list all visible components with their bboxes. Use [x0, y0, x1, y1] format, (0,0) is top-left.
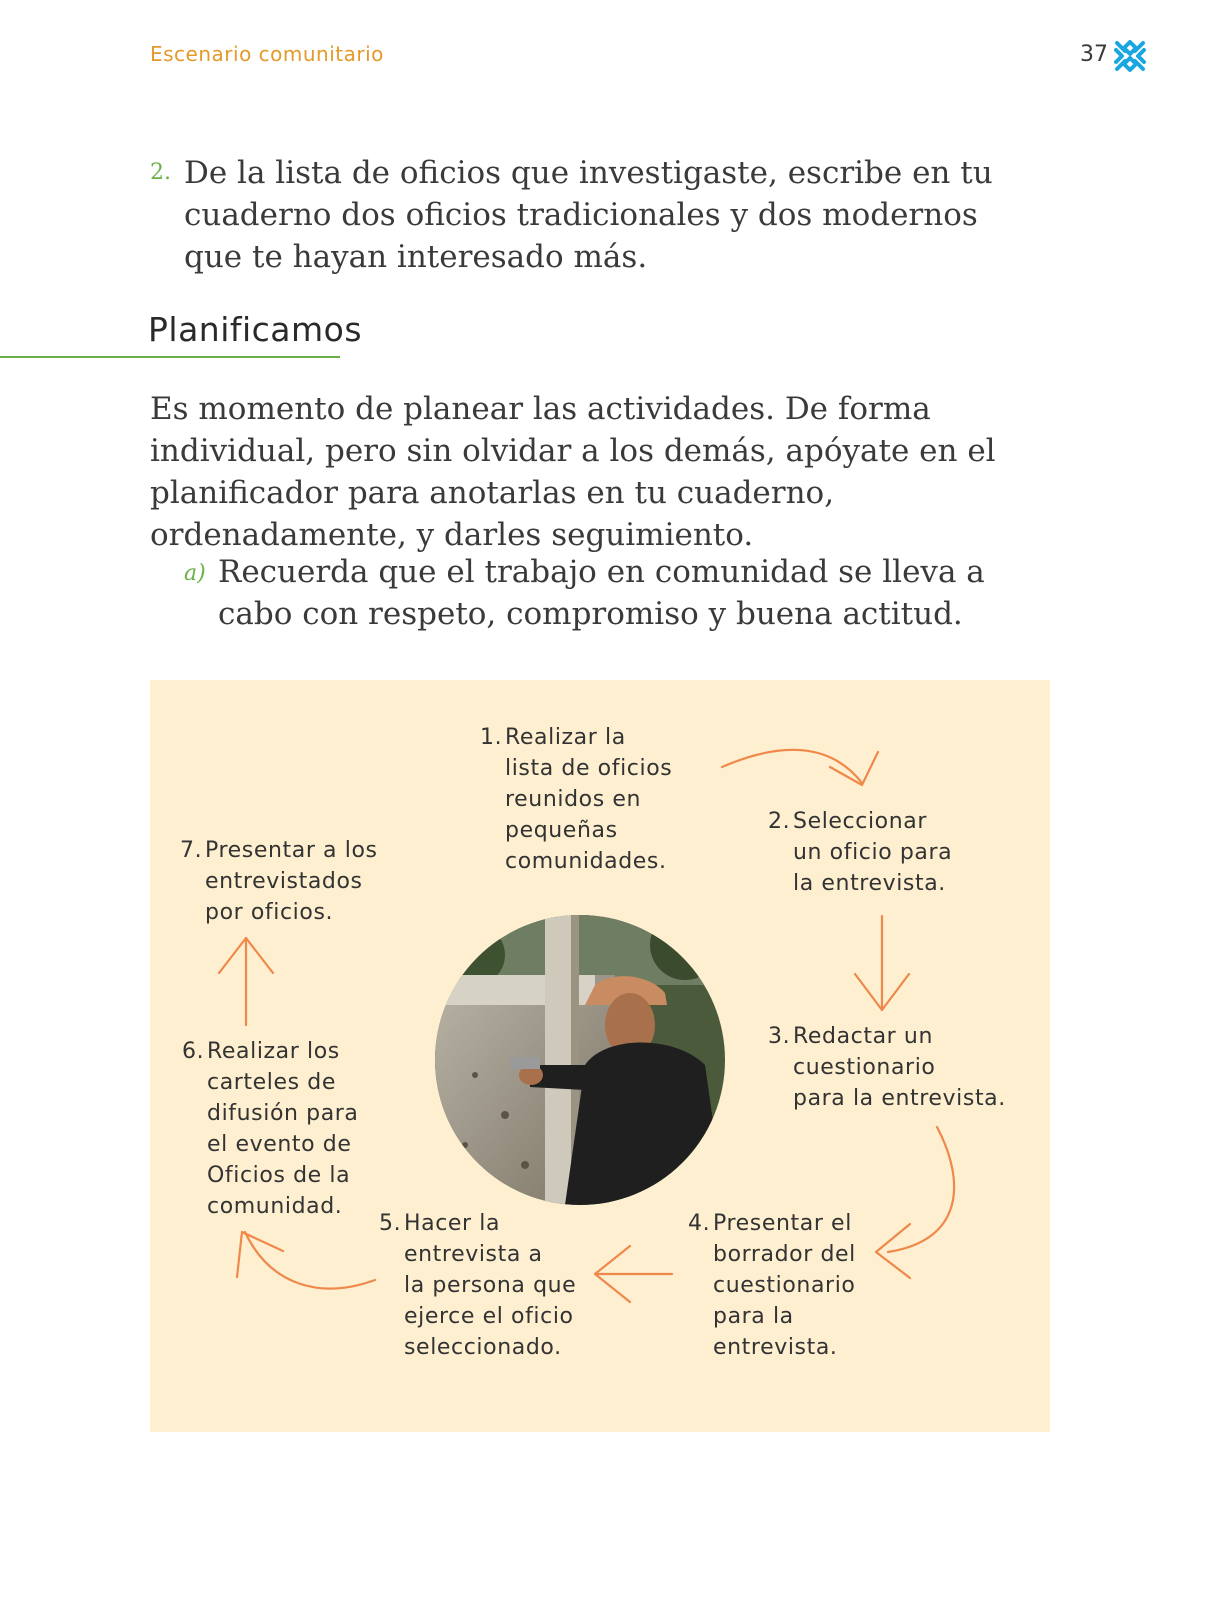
step-line: Presentar a los: [205, 838, 378, 863]
step-line: Redactar un: [793, 1024, 934, 1049]
step-line: pequeñas: [505, 818, 618, 843]
step-line: un oficio para: [793, 840, 953, 865]
worker-plastering-image: [435, 915, 725, 1205]
step-line: entrevistados: [205, 869, 363, 894]
step-line: Realizar los: [207, 1039, 340, 1064]
heading-underline: [0, 356, 340, 358]
sub-item-text: Recuerda que el trabajo en comunidad se lleva a cabo con respeto, compromiso y buena actitud.: [218, 554, 985, 632]
section-heading: Planificamos: [148, 310, 363, 349]
step-number: 7.: [180, 838, 203, 863]
step-line: cuestionario: [793, 1055, 936, 1080]
step-line: cuestionario: [713, 1273, 856, 1298]
step-line: lista de oficios: [505, 756, 673, 781]
step-line: ejerce el oficio: [404, 1304, 574, 1329]
step-number: 2.: [768, 809, 791, 834]
step-line: comunidades.: [505, 849, 667, 874]
step-1: [480, 722, 672, 877]
step-number: 1.: [480, 725, 503, 750]
step-line: entrevista.: [713, 1335, 838, 1360]
step-2: [768, 806, 952, 899]
step-line: Hacer la: [404, 1211, 501, 1236]
step-line: la entrevista.: [793, 871, 946, 896]
step-line: Seleccionar: [793, 809, 927, 834]
step-line: Oficios de la: [207, 1163, 351, 1188]
section-name: Escenario comunitario: [150, 42, 384, 66]
step-number: 5.: [379, 1211, 402, 1236]
step-line: por oficios.: [205, 900, 334, 925]
step-5: [379, 1208, 576, 1363]
step-7: [180, 835, 378, 928]
step-line: reunidos en: [505, 787, 642, 812]
step-line: carteles de: [207, 1070, 336, 1095]
intro-paragraph: Es momento de planear las actividades. De forma individual, pero sin olvidar a los demás, apóyate en el planificador para anotarlas en tu cuaderno, ordenadamente, y darles seguimiento.: [150, 391, 996, 553]
step-line: seleccionado.: [404, 1335, 562, 1360]
activity-planner: [150, 680, 1050, 1432]
step-number: 6.: [182, 1039, 205, 1064]
step-line: la persona que: [404, 1273, 577, 1298]
arrow-5-to-6: [245, 1232, 375, 1289]
activity-item-2: [150, 152, 1030, 278]
item-text: De la lista de oficios que investigaste, escribe en tu cuaderno dos oficios tradicionales y dos modernos que te hayan interesado más.: [184, 155, 993, 275]
step-line: comunidad.: [207, 1194, 343, 1219]
step-3: [768, 1021, 1006, 1114]
arrow-1-to-2: [722, 750, 862, 783]
step-line: para la: [713, 1304, 794, 1329]
step-4: [688, 1208, 856, 1363]
blue-knot-logo-icon: [1112, 38, 1148, 74]
step-line: para la entrevista.: [793, 1086, 1006, 1111]
step-line: Presentar el: [713, 1211, 852, 1236]
page-number: 37: [1080, 42, 1108, 67]
step-number: 3.: [768, 1024, 791, 1049]
step-line: entrevista a: [404, 1242, 543, 1267]
step-line: el evento de: [207, 1132, 352, 1157]
step-number: 4.: [688, 1211, 711, 1236]
step-line: Realizar la: [505, 725, 626, 750]
step-line: borrador del: [713, 1242, 856, 1267]
step-6: [182, 1036, 359, 1222]
worker-photo: [435, 915, 725, 1205]
step-line: difusión para: [207, 1101, 359, 1126]
sub-item-letter: a): [184, 561, 206, 586]
item-number: 2.: [150, 160, 171, 185]
sub-item-a: [184, 551, 1044, 635]
